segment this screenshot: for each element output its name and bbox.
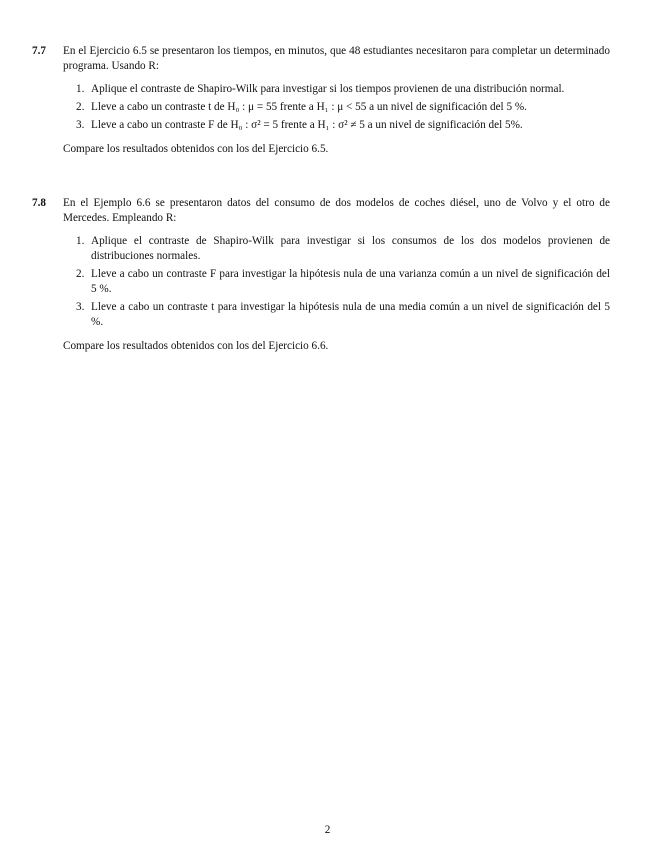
item-number: 3. — [76, 301, 85, 313]
list-item — [32, 82, 610, 97]
item-number: 2. — [76, 101, 85, 113]
item-text: Lleve a cabo un contraste F para investigar la hipótesis nula de una varianza común a un nivel de significación del 5 %. — [91, 268, 610, 295]
item-number: 3. — [76, 119, 85, 131]
item-text: Lleve a cabo un contraste t para investigar la hipótesis nula de una media común a un nivel de significación del 5 %. — [91, 301, 610, 328]
task-list — [32, 234, 610, 330]
exercise-7-7 — [32, 44, 610, 157]
item-text: Aplique el contraste de Shapiro-Wilk para investigar si los consumos de los dos modelos provienen de distribuciones normales. — [91, 235, 610, 262]
item-text: Aplique el contraste de Shapiro-Wilk para investigar si los tiempos provienen de una distribución normal. — [91, 83, 565, 95]
exercise-7-8 — [32, 196, 610, 354]
item-number: 1. — [76, 235, 85, 247]
list-item — [32, 267, 610, 297]
page-number: 2 — [324, 824, 331, 836]
list-item — [32, 300, 610, 330]
task-list — [32, 82, 610, 133]
list-item — [32, 100, 610, 115]
list-item — [32, 234, 610, 264]
closing-text: Compare los resultados obtenidos con los del Ejercicio 6.5. — [63, 143, 329, 155]
exercise-number: 7.7 — [32, 45, 46, 57]
exercise-number: 7.8 — [32, 197, 46, 209]
item-number: 1. — [76, 83, 85, 95]
exercise-intro — [32, 196, 610, 226]
item-number: 2. — [76, 268, 85, 280]
closing-text: Compare los resultados obtenidos con los del Ejercicio 6.6. — [63, 340, 329, 352]
exercise-intro-text: En el Ejercicio 6.5 se presentaron los tiempos, en minutos, que 48 estudiantes necesitaron para completar un determinado programa. Usando R: — [63, 45, 610, 72]
list-item — [32, 118, 610, 133]
item-text: Lleve a cabo un contraste F de H₀ : σ² = 5 frente a H₁ : σ² ≠ 5 a un nivel de significación del 5%. — [91, 119, 523, 131]
exercise-intro-text: En el Ejemplo 6.6 se presentaron datos del consumo de dos modelos de coches diésel, uno de Volvo y el otro de Mercedes. Empleando R: — [63, 197, 610, 224]
exercise-intro — [32, 44, 610, 74]
item-text: Lleve a cabo un contraste t de H₀ : μ = 55 frente a H₁ : μ < 55 a un nivel de significación del 5 %. — [91, 101, 527, 113]
